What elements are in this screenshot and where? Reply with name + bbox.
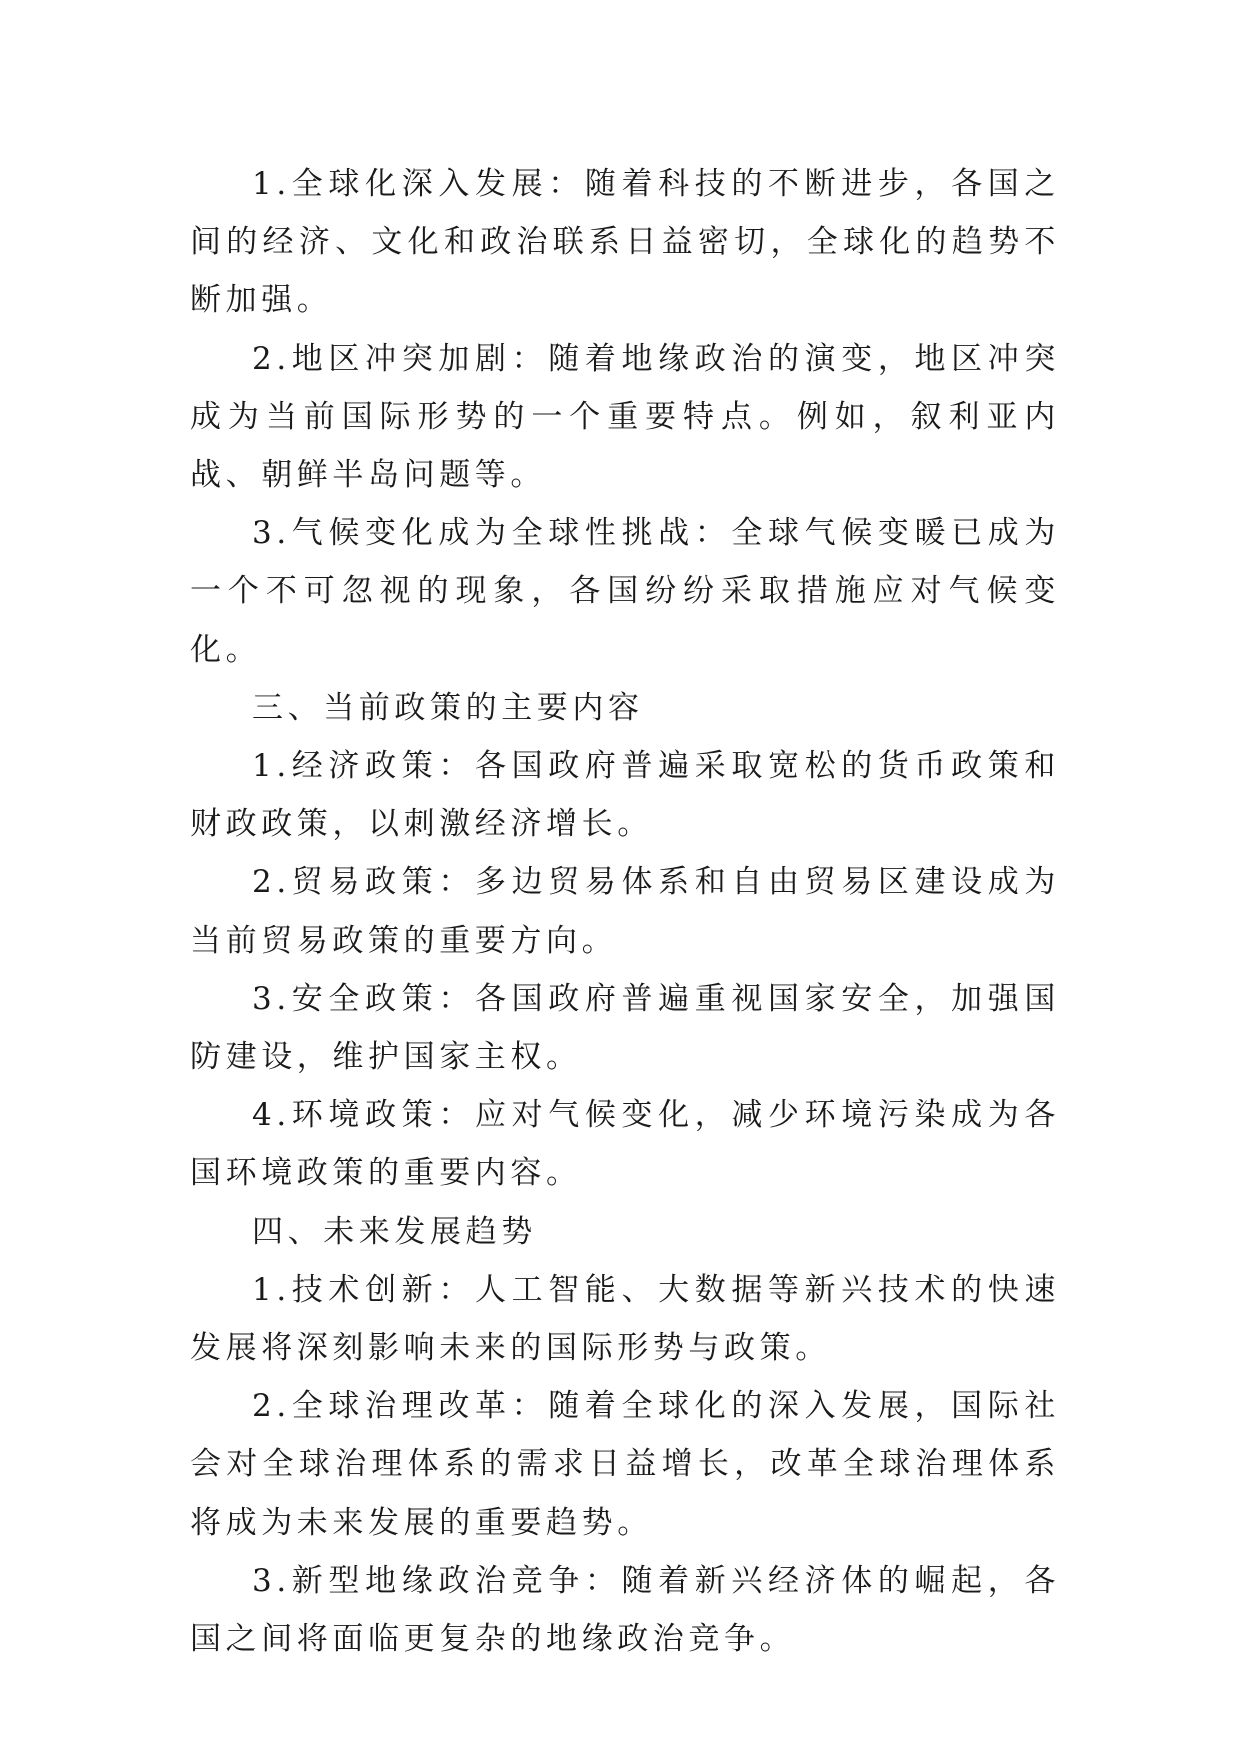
paragraph-economic-policy: 1.经济政策：各国政府普遍采取宽松的货币政策和财政政策，以刺激经济增长。 — [190, 748, 1060, 843]
paragraph-globalization: 1.全球化深入发展：随着科技的不断进步，各国之间的经济、文化和政治联系日益密切，全球化的趋势不断加强。 — [190, 166, 1060, 319]
paragraph-trade-policy: 2.贸易政策：多边贸易体系和自由贸易区建设成为当前贸易政策的重要方向。 — [190, 864, 1060, 959]
paragraph-security-policy: 3.安全政策：各国政府普遍重视国家安全，加强国防建设，维护国家主权。 — [190, 980, 1060, 1076]
paragraph-global-governance: 2.全球治理改革：随着全球化的深入发展，国际社会对全球治理体系的需求日益增长，改革全球治理体系将成为未来发展的重要趋势。 — [190, 1388, 1060, 1541]
paragraph-geopolitical-competition: 3.新型地缘政治竞争：随着新兴经济体的崛起，各国之间将面临更复杂的地缘政治竞争。 — [190, 1562, 1060, 1658]
section-heading-future-trends: 四、未来发展趋势 — [252, 1213, 537, 1250]
paragraph-environment-policy: 4.环境政策：应对气候变化，减少环境污染成为各国环境政策的重要内容。 — [190, 1097, 1060, 1192]
paragraph-climate-change: 3.气候变化成为全球性挑战：全球气候变暖已成为一个不可忽视的现象，各国纷纷采取措施应对气候变化。 — [190, 515, 1060, 668]
paragraph-tech-innovation: 1.技术创新：人工智能、大数据等新兴技术的快速发展将深刻影响未来的国际形势与政策。 — [190, 1271, 1060, 1367]
paragraph-regional-conflict: 2.地区冲突加剧：随着地缘政治的演变，地区冲突成为当前国际形势的一个重要特点。例如，叙利亚内战、朝鲜半岛问题等。 — [190, 340, 1060, 494]
document-body — [190, 155, 1060, 1668]
section-heading-current-policies: 三、当前政策的主要内容 — [252, 689, 644, 726]
